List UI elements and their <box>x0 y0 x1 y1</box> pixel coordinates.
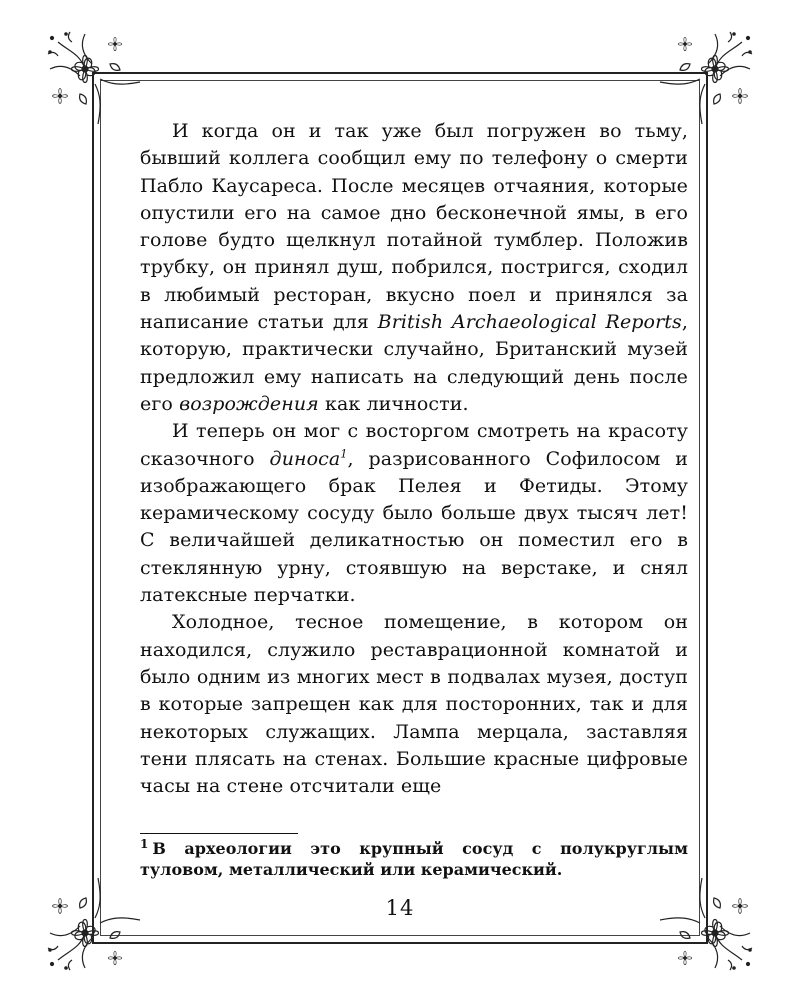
footnote-marker: 1 <box>140 836 149 851</box>
floral-corner-icon <box>650 868 760 978</box>
paragraph: И теперь он мог с восторгом смотреть на красоту сказочного диноса$^1$, разрисованного Софилосом и изображающего брак Пелея и Фетиды. Этому керамическому сосуду было больше двух тысяч лет! С величайшей деликатностью он поместил его в стеклянную урну, стоявшую на верстаке, и снял латексные перчатки. <box>140 420 688 607</box>
floral-corner-icon <box>40 24 150 134</box>
floral-corner-icon <box>40 868 150 978</box>
paragraph: Холодное, тесное помещение, в котором он находился, служило реставрационной комнатой и было одним из многих мест в подвалах музея, доступ в которые запрещен как для посторонних, так и для некоторых служащих. Лампа мерцала, заставляя тени плясать на стенах. Большие красные цифровые часы на стене отсчитали еще <box>140 611 688 798</box>
footnote-divider <box>140 833 298 834</box>
footnote-reference[interactable]: 1 <box>340 447 348 461</box>
footnote-text: В археологии это крупный сосуд с полукруглым туловом, металлический или керамический. <box>140 839 688 879</box>
paragraph: И когда он и так уже был погружен во тьму, бывший коллега сообщил ему по телефону о смерти Пабло Каусареса. После месяцев отчаяния, которые опустили его на самое дно бесконечной ямы, в его голове будто щелкнул потайной тумблер. Положив трубку, он принял душ, побрился, постригся, сходил в любимый ресторан, вкусно поел и принялся за написание статьи для British Archaeological Reports, которую, практически случайно, Британский музей предложил ему написать на следующий день после его возрождения как личности. <box>140 120 688 415</box>
page-number: 14 <box>385 896 415 920</box>
footnote <box>140 838 688 880</box>
body-text <box>140 118 688 800</box>
